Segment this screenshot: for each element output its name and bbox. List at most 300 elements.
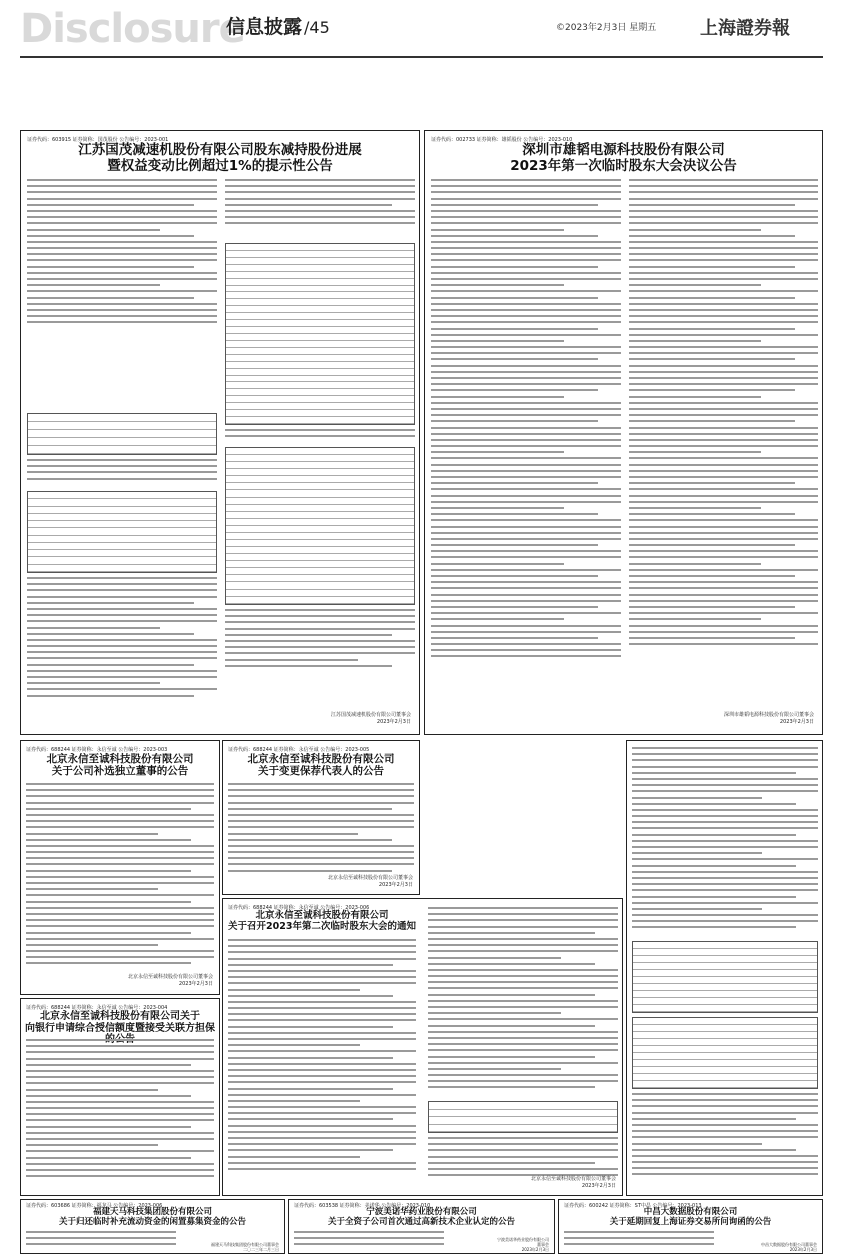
text-line: [629, 328, 795, 330]
article-meta: 证券代码：600242 证券简称：ST中昌 公告编号：2023-013: [564, 1203, 702, 1209]
table-row: [633, 1032, 817, 1039]
article-title: [21, 753, 219, 777]
text-line: [26, 808, 191, 810]
article-body-left: [228, 939, 416, 1189]
table-row: [633, 1046, 817, 1053]
article-xiongtao: [424, 130, 823, 735]
text-line: [431, 247, 621, 249]
text-line: [225, 652, 415, 654]
brand-wordmark: Disclosure: [20, 6, 245, 52]
table-row: [226, 483, 414, 490]
text-line: [428, 913, 618, 915]
table-row: [226, 362, 414, 369]
text-line: [26, 1101, 214, 1103]
text-line: [27, 259, 217, 261]
text-line: [629, 358, 795, 360]
text-line: [228, 1032, 416, 1034]
text-line: [26, 870, 191, 872]
article-title: [559, 1208, 822, 1228]
text-line: [228, 945, 416, 947]
text-line: [26, 938, 214, 940]
text-line: [629, 476, 818, 478]
table-row: [226, 568, 414, 575]
text-line: [632, 797, 762, 799]
text-line: [431, 290, 621, 292]
text-line: [632, 1149, 796, 1151]
text-line: [26, 1237, 176, 1239]
text-line: [629, 247, 818, 249]
text-line: [431, 191, 621, 193]
table-row: [28, 565, 216, 572]
text-line: [629, 222, 818, 224]
text-line: [228, 1088, 393, 1090]
text-line: [27, 589, 217, 591]
text-line: [629, 538, 818, 540]
article-body: [228, 783, 414, 879]
table-row: [28, 430, 216, 438]
text-line: [629, 643, 818, 645]
text-line: [26, 820, 214, 822]
article-signature: 北京永信至诚科技股份有限公司董事会 2023年2月3日: [530, 1176, 616, 1189]
text-line: [27, 627, 160, 629]
text-line: [228, 1075, 416, 1077]
text-line: [431, 358, 598, 360]
text-line: [428, 981, 618, 983]
text-line: [428, 926, 618, 928]
table-row: [226, 244, 414, 251]
text-line: [27, 235, 194, 237]
article-body-right-2: [428, 1137, 618, 1177]
title-line: 关于召开2023年第二次临时股东大会的通知: [228, 920, 416, 932]
article-signature: 深圳市雄韬电源科技股份有限公司董事会 2023年2月3日: [723, 712, 814, 725]
text-line: [629, 290, 818, 292]
text-line: [431, 538, 621, 540]
text-line: [228, 1100, 360, 1102]
table-row: [226, 341, 414, 348]
text-line: [294, 1231, 444, 1233]
text-line: [26, 925, 214, 927]
text-line: [632, 865, 796, 867]
table-row: [226, 376, 414, 383]
text-line: [27, 185, 217, 187]
text-line: [428, 1143, 618, 1145]
table-row: [226, 369, 414, 376]
table-row: [28, 507, 216, 514]
text-line: [428, 907, 618, 909]
text-line: [632, 759, 818, 761]
text-line: [428, 1012, 561, 1014]
text-line: [228, 833, 358, 835]
text-line: [26, 1126, 191, 1128]
text-line: [26, 795, 214, 797]
text-line: [26, 783, 214, 785]
text-line: [225, 216, 415, 218]
text-line: [431, 198, 621, 200]
masthead-rule: [20, 56, 823, 58]
text-line: [225, 646, 415, 648]
text-line: [228, 783, 414, 785]
table-row: [633, 1018, 817, 1025]
title-line: 2023年第一次临时股东大会决议公告: [510, 157, 737, 174]
text-line: [228, 1094, 416, 1096]
text-line: [632, 914, 818, 916]
text-line: [632, 772, 796, 774]
text-line: [431, 371, 621, 373]
text-line: [27, 179, 217, 181]
article-meta: 证券代码：688244 证券简称：永信至诚 公告编号：2023-004: [26, 1005, 168, 1011]
text-line: [225, 210, 415, 212]
proxy-form-notes: [632, 1093, 818, 1185]
text-line: [428, 994, 595, 996]
text-line: [629, 544, 795, 546]
article-body-right-3: [225, 609, 415, 689]
text-line: [629, 600, 818, 602]
text-line: [629, 383, 818, 385]
text-line: [428, 1162, 595, 1164]
table-row: [633, 1005, 817, 1012]
text-line: [27, 303, 217, 305]
text-line: [228, 1057, 393, 1059]
text-line: [632, 902, 818, 904]
text-line: [228, 964, 393, 966]
text-line: [228, 863, 414, 865]
table-row: [226, 526, 414, 533]
text-line: [629, 519, 818, 521]
text-line: [27, 478, 217, 480]
table-row: [633, 1067, 817, 1074]
text-line: [228, 1001, 416, 1003]
text-line: [431, 618, 564, 620]
text-line: [26, 956, 214, 958]
text-line: [629, 420, 795, 422]
text-line: [228, 870, 392, 872]
text-line: [431, 309, 621, 311]
text-line: [431, 451, 564, 453]
text-line: [26, 845, 214, 847]
text-line: [632, 1143, 762, 1145]
text-line: [26, 882, 214, 884]
table-row: [226, 279, 414, 286]
text-line: [431, 328, 598, 330]
table-row: [28, 438, 216, 446]
text-line: [26, 1119, 214, 1121]
table-row: [28, 557, 216, 564]
table-row: [633, 1074, 817, 1081]
text-line: [629, 637, 795, 639]
text-line: [225, 665, 392, 667]
article-yxzc-credit: [20, 998, 220, 1196]
article-meta: 证券代码：688244 证券简称：永信至诚 公告编号：2023-003: [26, 747, 168, 753]
table-row: [226, 313, 414, 320]
page-number: /45: [304, 18, 330, 37]
section-name: 信息披露: [226, 16, 303, 38]
text-line: [431, 587, 621, 589]
article-tianma: [20, 1199, 285, 1254]
text-line: [629, 278, 818, 280]
text-line: [629, 470, 818, 472]
text-line: [632, 1118, 796, 1120]
text-line: [225, 222, 415, 224]
text-line: [431, 464, 621, 466]
text-line: [629, 495, 818, 497]
title-line: 中昌大数据股份有限公司: [643, 1207, 738, 1217]
text-line: [431, 235, 598, 237]
article-body-left: [27, 179, 217, 409]
text-line: [431, 402, 621, 404]
table-row: [226, 519, 414, 526]
article-title: [21, 1208, 284, 1228]
text-line: [26, 1107, 214, 1109]
text-line: [431, 427, 621, 429]
text-line: [26, 1070, 214, 1072]
table-row: [28, 414, 216, 422]
title-line: 向银行申请综合授信额度暨接受关联方担保: [25, 1022, 215, 1034]
text-line: [431, 556, 621, 558]
text-line: [228, 976, 416, 978]
text-line: [632, 883, 818, 885]
article-body: [294, 1231, 444, 1251]
text-line: [431, 352, 621, 354]
table-row: [633, 1053, 817, 1060]
table-row: [226, 403, 414, 410]
table-row: [226, 306, 414, 313]
text-line: [629, 457, 818, 459]
text-line: [27, 657, 217, 659]
text-line: [431, 408, 621, 410]
text-line: [27, 204, 194, 206]
text-line: [26, 901, 191, 903]
text-line: [26, 876, 214, 878]
text-line: [225, 185, 415, 187]
text-line: [26, 1045, 214, 1047]
text-line: [431, 457, 621, 459]
text-line: [27, 614, 217, 616]
text-line: [294, 1237, 444, 1239]
text-line: [431, 526, 621, 528]
text-line: [629, 272, 818, 274]
text-line: [632, 889, 818, 891]
text-line: [431, 439, 621, 441]
text-line: [428, 1049, 618, 1051]
text-line: [27, 247, 217, 249]
text-line: [629, 414, 818, 416]
text-line: [428, 957, 561, 959]
title-line: 宁波美诺华药业股份有限公司: [366, 1207, 477, 1217]
reduction-detail-table: [225, 243, 415, 425]
text-line: [428, 975, 618, 977]
text-line: [629, 550, 818, 552]
text-line: [228, 951, 416, 953]
title-line: 福建天马科技集团股份有限公司: [92, 1207, 212, 1217]
text-line: [431, 655, 621, 657]
article-signature: 北京永信至诚科技股份有限公司董事会 2023年2月3日: [327, 875, 413, 888]
masthead: [0, 0, 843, 58]
text-line: [632, 1105, 818, 1107]
text-line: [26, 789, 214, 791]
text-line: [228, 1007, 416, 1009]
text-line: [431, 204, 598, 206]
text-line: [27, 471, 217, 473]
text-line: [26, 1095, 191, 1097]
text-line: [228, 995, 393, 997]
text-line: [26, 1157, 191, 1159]
text-line: [228, 1013, 416, 1015]
text-line: [431, 185, 621, 187]
text-line: [27, 278, 217, 280]
text-line: [228, 808, 392, 810]
text-line: [26, 857, 214, 859]
text-line: [27, 253, 217, 255]
text-line: [26, 1076, 214, 1078]
text-line: [26, 1175, 214, 1177]
text-line: [225, 191, 415, 193]
text-line: [428, 1062, 618, 1064]
table-row: [226, 455, 414, 462]
text-line: [632, 1130, 818, 1132]
text-line: [26, 944, 158, 946]
text-line: [629, 266, 795, 268]
text-line: [228, 1156, 360, 1158]
text-line: [629, 315, 818, 317]
text-line: [629, 377, 818, 379]
table-row: [226, 540, 414, 547]
text-line: [228, 1069, 416, 1071]
table-row: [633, 1081, 817, 1088]
text-line: [632, 840, 818, 842]
table-row: [226, 469, 414, 476]
text-line: [629, 563, 761, 565]
text-line: [27, 645, 217, 647]
equity-change-table: [225, 447, 415, 605]
text-line: [26, 950, 214, 952]
text-line: [428, 938, 618, 940]
text-line: [632, 877, 818, 879]
text-line: [26, 851, 214, 853]
text-line: [26, 894, 214, 896]
text-line: [228, 1162, 416, 1164]
table-row: [28, 446, 216, 454]
text-line: [26, 833, 158, 835]
text-line: [629, 352, 818, 354]
text-line: [431, 532, 621, 534]
text-line: [428, 932, 595, 934]
text-line: [629, 625, 818, 627]
table-row: [429, 1110, 617, 1118]
table-row: [226, 462, 414, 469]
text-line: [431, 389, 598, 391]
text-line: [428, 1043, 618, 1045]
text-line: [27, 620, 217, 622]
text-line: [629, 309, 818, 311]
text-line: [27, 210, 217, 212]
text-line: [26, 962, 191, 964]
text-line: [629, 464, 818, 466]
newspaper-name: 上海證券報: [700, 18, 790, 39]
table-row: [226, 355, 414, 362]
article-title: [425, 143, 822, 174]
text-line: [26, 863, 214, 865]
article-zhongchang: [558, 1199, 823, 1254]
text-line: [632, 1099, 818, 1101]
text-line: [228, 1026, 393, 1028]
text-line: [428, 1080, 618, 1082]
text-line: [632, 753, 818, 755]
text-line: [431, 513, 598, 515]
text-line: [27, 465, 217, 467]
table-row: [226, 299, 414, 306]
text-line: [629, 581, 818, 583]
text-line: [428, 1068, 561, 1070]
text-line: [431, 396, 564, 398]
table-row: [226, 327, 414, 334]
text-line: [629, 408, 818, 410]
text-line: [629, 575, 795, 577]
text-line: [225, 621, 415, 623]
proxy-form-column: [626, 740, 823, 1196]
text-line: [27, 583, 217, 585]
text-line: [27, 297, 194, 299]
text-line: [26, 1231, 176, 1233]
table-row: [633, 998, 817, 1005]
title-line: 北京永信至诚科技股份有限公司: [255, 910, 389, 921]
table-row: [633, 970, 817, 977]
text-line: [632, 896, 796, 898]
text-line: [629, 402, 818, 404]
table-row: [226, 476, 414, 483]
table-row: [28, 528, 216, 535]
table-row: [226, 286, 414, 293]
text-line: [27, 608, 217, 610]
text-line: [632, 821, 818, 823]
article-title: [223, 753, 419, 777]
text-line: [428, 1074, 618, 1076]
text-line: [629, 340, 761, 342]
text-line: [428, 1006, 618, 1008]
text-line: [228, 1038, 416, 1040]
text-line: [26, 888, 158, 890]
text-line: [629, 532, 818, 534]
text-line: [629, 179, 818, 181]
table-row: [633, 956, 817, 963]
text-line: [632, 778, 818, 780]
text-line: [431, 507, 564, 509]
text-line: [431, 637, 598, 639]
text-line: [629, 396, 761, 398]
title-line: 北京永信至诚科技股份有限公司关于: [40, 1011, 200, 1022]
text-line: [431, 321, 621, 323]
title-line: 关于变更保荐代表人的公告: [258, 765, 384, 778]
article-body: [564, 1231, 714, 1251]
text-line: [431, 594, 621, 596]
text-line: [629, 445, 818, 447]
text-line: [225, 198, 415, 200]
text-line: [228, 1063, 416, 1065]
text-line: [629, 346, 818, 348]
text-line: [632, 1173, 818, 1175]
text-line: [431, 278, 621, 280]
text-line: [225, 628, 415, 630]
text-line: [431, 631, 621, 633]
text-line: [431, 272, 621, 274]
text-line: [629, 482, 795, 484]
text-line: [225, 634, 392, 636]
article-body-right: [428, 907, 618, 1097]
text-line: [26, 1132, 214, 1134]
article-yxzc-meeting: [222, 898, 623, 1196]
title-line: 关于归还临时补充流动资金的闲置募集资金的公告: [58, 1216, 246, 1227]
text-line: [428, 1056, 595, 1058]
text-line: [431, 445, 621, 447]
